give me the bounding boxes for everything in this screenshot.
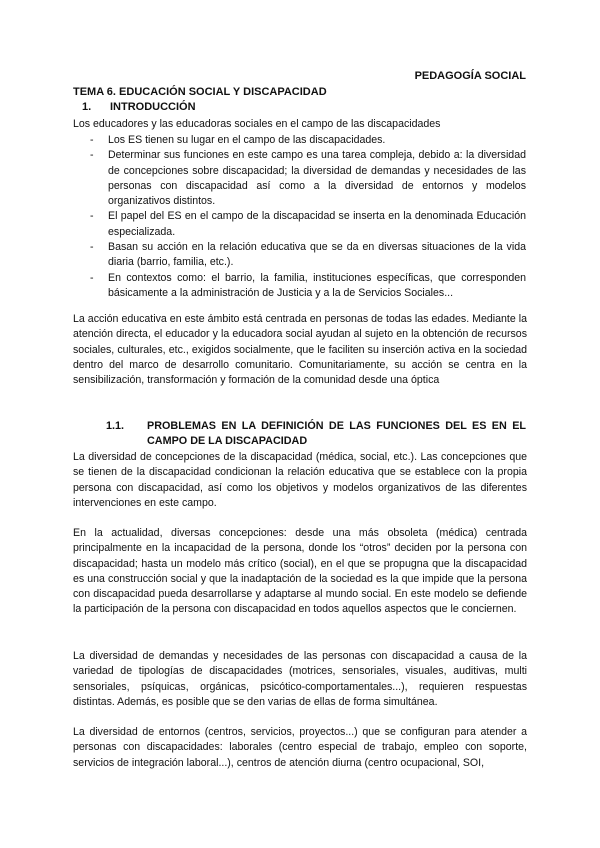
subsection-heading	[106, 419, 526, 450]
list-item-text: En contextos como: el barrio, la familia, instituciones específicas, que corresponden básicamente a la administración de Justicia y a la de Servicios Sociales...	[108, 271, 526, 299]
course-header: PEDAGOGÍA SOCIAL	[414, 70, 526, 82]
list-item	[90, 209, 526, 240]
paragraph: La diversidad de entornos (centros, servicios, proyectos...) que se configuran para atender a personas con discapacidades: laborales (centro especial de trabajo, empleo con soporte, servicios de integración laboral...), centros de atención diurna (centro ocupacional, SOI,	[73, 726, 527, 769]
bullet-list	[90, 133, 526, 301]
section-heading	[82, 101, 196, 113]
list-item-text: Basan su acción en la relación educativa que se da en diversas situaciones de la vida diaria (barrio, familia, etc.).	[108, 241, 526, 269]
intro-line: Los educadores y las educadoras sociales en el campo de las discapacidades	[73, 118, 441, 130]
bullet-dash: -	[90, 271, 94, 284]
paragraph: En la actualidad, diversas concepciones: desde una más obsoleta (médica) centrada principalmente en la incapacidad de la persona, donde los “otros” deciden por la persona con discapacidad; hasta un modelo más crítico (social), en el que se propugna que la discapacidad es una construcción social y que la inadaptación de la sociedad es la que impide que la persona con discapacidad pueda desarrollarse y adaptarse al mundo social. En este modelo se defiende la participación de la persona con discapacidad en todos aquellos aspectos que le conciernen.	[73, 527, 527, 616]
section-number: 1.	[82, 101, 92, 113]
section-title: INTRODUCCIÓN	[110, 101, 196, 113]
list-item-text: Los ES tienen su lugar en el campo de las discapacidades.	[108, 134, 386, 146]
subsection-number: 1.1.	[106, 420, 125, 432]
list-item	[90, 240, 526, 271]
list-item	[90, 148, 526, 209]
bullet-dash: -	[90, 241, 94, 254]
action-paragraph: La acción educativa en este ámbito está centrada en personas de todas las edades. Mediante la atención directa, el educador y la educadora social ayudan al sujeto en la obtención de recursos sociales, culturales, etc., exigidos socialmente, que le faciliten su inserción activa en la sociedad dentro del marco de desarrollo comunitario. Comunitariamente, su acción se centra en la sensibilización, transformación y formación de la comunidad desde una óptica	[73, 313, 527, 387]
bullet-dash: -	[90, 210, 94, 223]
paragraph: La diversidad de demandas y necesidades de las personas con discapacidad a causa de la variedad de tipologías de discapacidades (motrices, sensoriales, visuales, auditivas, multi sensoriales, psíquicas, orgánicas, psicótico-comportamentales...), requieren respuestas distintas. Además, es posible que se den varias de ellas de forma simultánea.	[73, 650, 527, 708]
list-item	[90, 133, 526, 148]
list-item-text: Determinar sus funciones en este campo es una tarea compleja, debido a: la diversidad de concepciones sobre discapacidad; la diversidad de demandas y necesidades de las personas con discapacidad así como a la diversidad de entornos y modelos organizativos distintos.	[108, 149, 526, 208]
list-item	[90, 271, 526, 302]
bullet-dash: -	[90, 134, 94, 146]
list-item-text: El papel del ES en el campo de la discapacidad se inserta en la denominada Educación especializada.	[108, 210, 526, 238]
subsection-title: PROBLEMAS EN LA DEFINICIÓN DE LAS FUNCIONES DEL ES EN EL CAMPO DE LA DISCAPACIDAD	[147, 420, 526, 448]
paragraph: La diversidad de concepciones de la discapacidad (médica, social, etc.). Las concepciones que se tienen de la discapacidad condicionan la relación educativa que se establece con la propia persona con discapacidad, así como los objetivos y modelos organizativos de las diferentes intervenciones en este campo.	[73, 451, 527, 509]
topic-title: TEMA 6. EDUCACIÓN SOCIAL Y DISCAPACIDAD	[73, 86, 327, 98]
bullet-dash: -	[90, 149, 94, 162]
